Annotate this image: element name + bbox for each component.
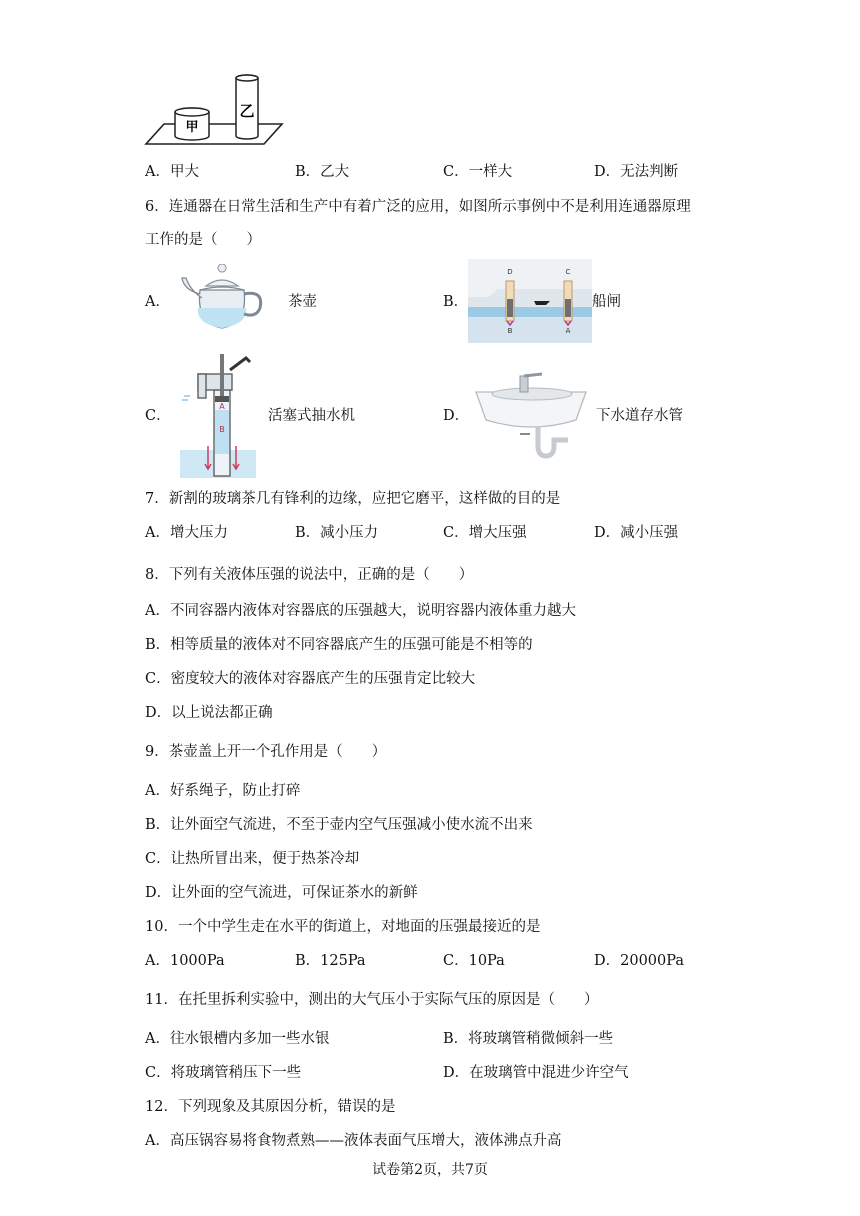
lock-label-c: C — [565, 268, 571, 276]
q7-option-d: D．减小压强 — [594, 525, 679, 541]
lock-label-d: D — [507, 268, 513, 276]
q7-stem: 7．新割的玻璃茶几有锋利的边缘，应把它磨平，这样做的目的是 — [145, 491, 561, 507]
q11-option-a: A．往水银槽内多加一些水银 — [145, 1031, 330, 1047]
q8-stem: 8．下列有关液体压强的说法中，正确的是（ ） — [145, 567, 474, 583]
q10-stem: 10．一个中学生走在水平的街道上，对地面的压强最接近的是 — [145, 919, 541, 935]
q5-option-c: C．一样大 — [443, 164, 513, 180]
q10-option-a: A．1000Pa — [145, 953, 225, 969]
q11-stem: 11．在托里拆利实验中，测出的大气压小于实际气压的原因是（ ） — [145, 992, 599, 1008]
q5-option-b: B．乙大 — [295, 164, 350, 180]
q8-option-b: B．相等质量的液体对不同容器底产生的压强可能是不相等的 — [145, 637, 533, 653]
q7-option-c: C．增大压强 — [443, 525, 527, 541]
lock-label-a: A — [565, 327, 571, 335]
sink-trap-figure — [472, 362, 590, 466]
label-yi: 乙 — [239, 102, 255, 120]
q6-a-caption: 茶壶 — [288, 294, 317, 310]
q7-option-a: A．增大压力 — [145, 525, 228, 541]
pump-label-b: B — [219, 425, 225, 434]
q6-b-caption: 船闸 — [592, 294, 621, 310]
q6-b-letter: B． — [443, 294, 469, 310]
q8-option-a: A．不同容器内液体对容器底的压强越大，说明容器内液体重力越大 — [145, 603, 576, 619]
q11-option-b: B．将玻璃管稍微倾斜一些 — [443, 1031, 614, 1047]
q6-stem-line1: 6．连通器在日常生活和生产中有着广泛的应用，如图所示事例中不是利用连通器原理 — [145, 199, 691, 215]
q5-figure — [144, 72, 286, 148]
label-jia: 甲 — [185, 120, 199, 135]
q10-option-c: C．10Pa — [443, 953, 505, 969]
q9-option-b: B．让外面空气流进，不至于壶内空气压强减小使水流不出来 — [145, 817, 533, 833]
q9-option-d: D．让外面的空气流进，可保证茶水的新鲜 — [145, 885, 418, 901]
q9-stem: 9．茶壶盖上开一个孔作用是（ ） — [145, 744, 387, 760]
q6-c-letter: C． — [145, 408, 171, 424]
q9-option-a: A．好系绳子，防止打碎 — [145, 783, 301, 799]
q7-option-b: B．减小压力 — [295, 525, 379, 541]
page-footer: 试卷第2页，共7页 — [372, 1162, 488, 1178]
q12-stem: 12．下列现象及其原因分析，错误的是 — [145, 1099, 396, 1115]
piston-pump-figure — [178, 352, 258, 478]
q5-option-d: D．无法判断 — [594, 164, 679, 180]
q9-option-c: C．让热所冒出来，便于热茶冷却 — [145, 851, 360, 867]
q6-a-letter: A． — [145, 294, 170, 310]
q10-option-d: D．20000Pa — [594, 953, 685, 969]
ship-lock-figure — [468, 259, 592, 343]
q12-option-a: A．高压锅容易将食物煮熟——液体表面气压增大，液体沸点升高 — [145, 1133, 562, 1149]
q6-c-caption: 活塞式抽水机 — [268, 408, 355, 424]
q6-d-letter: D． — [443, 408, 470, 424]
lock-label-b: B — [507, 327, 513, 335]
q11-option-c: C．将玻璃管稍压下一些 — [145, 1065, 302, 1081]
pump-label-a: A — [219, 402, 225, 411]
teapot-figure — [178, 264, 270, 332]
q8-option-d: D．以上说法都正确 — [145, 705, 273, 721]
q6-d-caption: 下水道存水管 — [596, 408, 683, 424]
q6-stem-line2: 工作的是（ ） — [145, 232, 261, 248]
q8-option-c: C．密度较大的液体对容器底产生的压强肯定比较大 — [145, 671, 476, 687]
q11-option-d: D．在玻璃管中混进少许空气 — [443, 1065, 629, 1081]
q5-option-a: A．甲大 — [145, 164, 199, 180]
q10-option-b: B．125Pa — [295, 953, 366, 969]
